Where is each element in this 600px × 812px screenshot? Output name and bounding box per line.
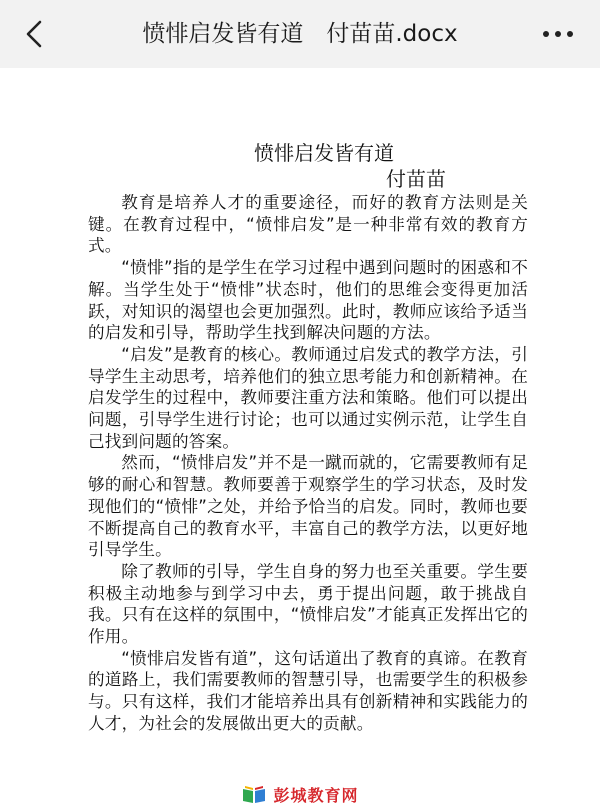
back-button[interactable]: [18, 16, 54, 52]
more-button[interactable]: [540, 22, 576, 46]
top-bar: [0, 0, 600, 69]
paragraph-1: 教育是培养人才的重要途径，而好的教育方法则是关键。在教育过程中，“愤悱启发”是一种非常有效的教育方式。: [88, 193, 528, 256]
document-body: [88, 140, 528, 735]
chevron-left-icon: [18, 16, 54, 52]
paragraph-4: 然而，“愤悱启发”并不是一蹴而就的，它需要教师有足够的耐心和智慧。教师要善于观察学生的学习状态，及时发现他们的“愤悱”之处，并给予恰当的启发。同时，教师也要不断提高自己的教育水平，丰富自己的教学方法，以更好地引导学生。: [88, 453, 528, 560]
paragraph-2: “愤悱”指的是学生在学习过程中遇到问题时的困惑和不解。当学生处于“愤悱”状态时，他们的思维会变得更加活跃，对知识的渴望也会更加强烈。此时，教师应该给予适当的启发和引导，帮助学生找到解决问题的方法。: [88, 258, 528, 343]
paragraph-6: “愤悱启发皆有道”，这句话道出了教育的真谛。在教育的道路上，我们需要教师的智慧引导，也需要学生的积极参与。只有这样，我们才能培养出具有创新精神和实践能力的人才，为社会的发展做出更大的贡献。: [88, 648, 528, 733]
document-author: 付苗苗: [386, 167, 446, 191]
document-viewer[interactable]: [0, 68, 600, 812]
watermark-text: 彭城教育网: [273, 785, 359, 805]
paragraph-3: “启发”是教育的核心。教师通过启发式的教学方法，引导学生主动思考，培养他们的独立思考能力和创新精神。在启发学生的过程中，教师要注重方法和策略。他们可以提出问题，引导学生进行讨论；也可以通过实例示范，让学生自己找到问题的答案。: [88, 344, 528, 451]
document-title: 愤悱启发皆有道: [254, 141, 394, 165]
paragraph-5: 除了教师的引导，学生自身的努力也至关重要。学生要积极主动地参与到学习中去，勇于提出问题，敢于挑战自我。只有在这样的氛围中，“愤悱启发”才能真正发挥出它的作用。: [88, 561, 528, 647]
document-filename: 愤悱启发皆有道 付苗苗.docx: [142, 21, 458, 47]
book-logo-icon: [241, 783, 267, 805]
watermark-logo: [0, 780, 600, 808]
more-dots-icon: [540, 22, 576, 46]
